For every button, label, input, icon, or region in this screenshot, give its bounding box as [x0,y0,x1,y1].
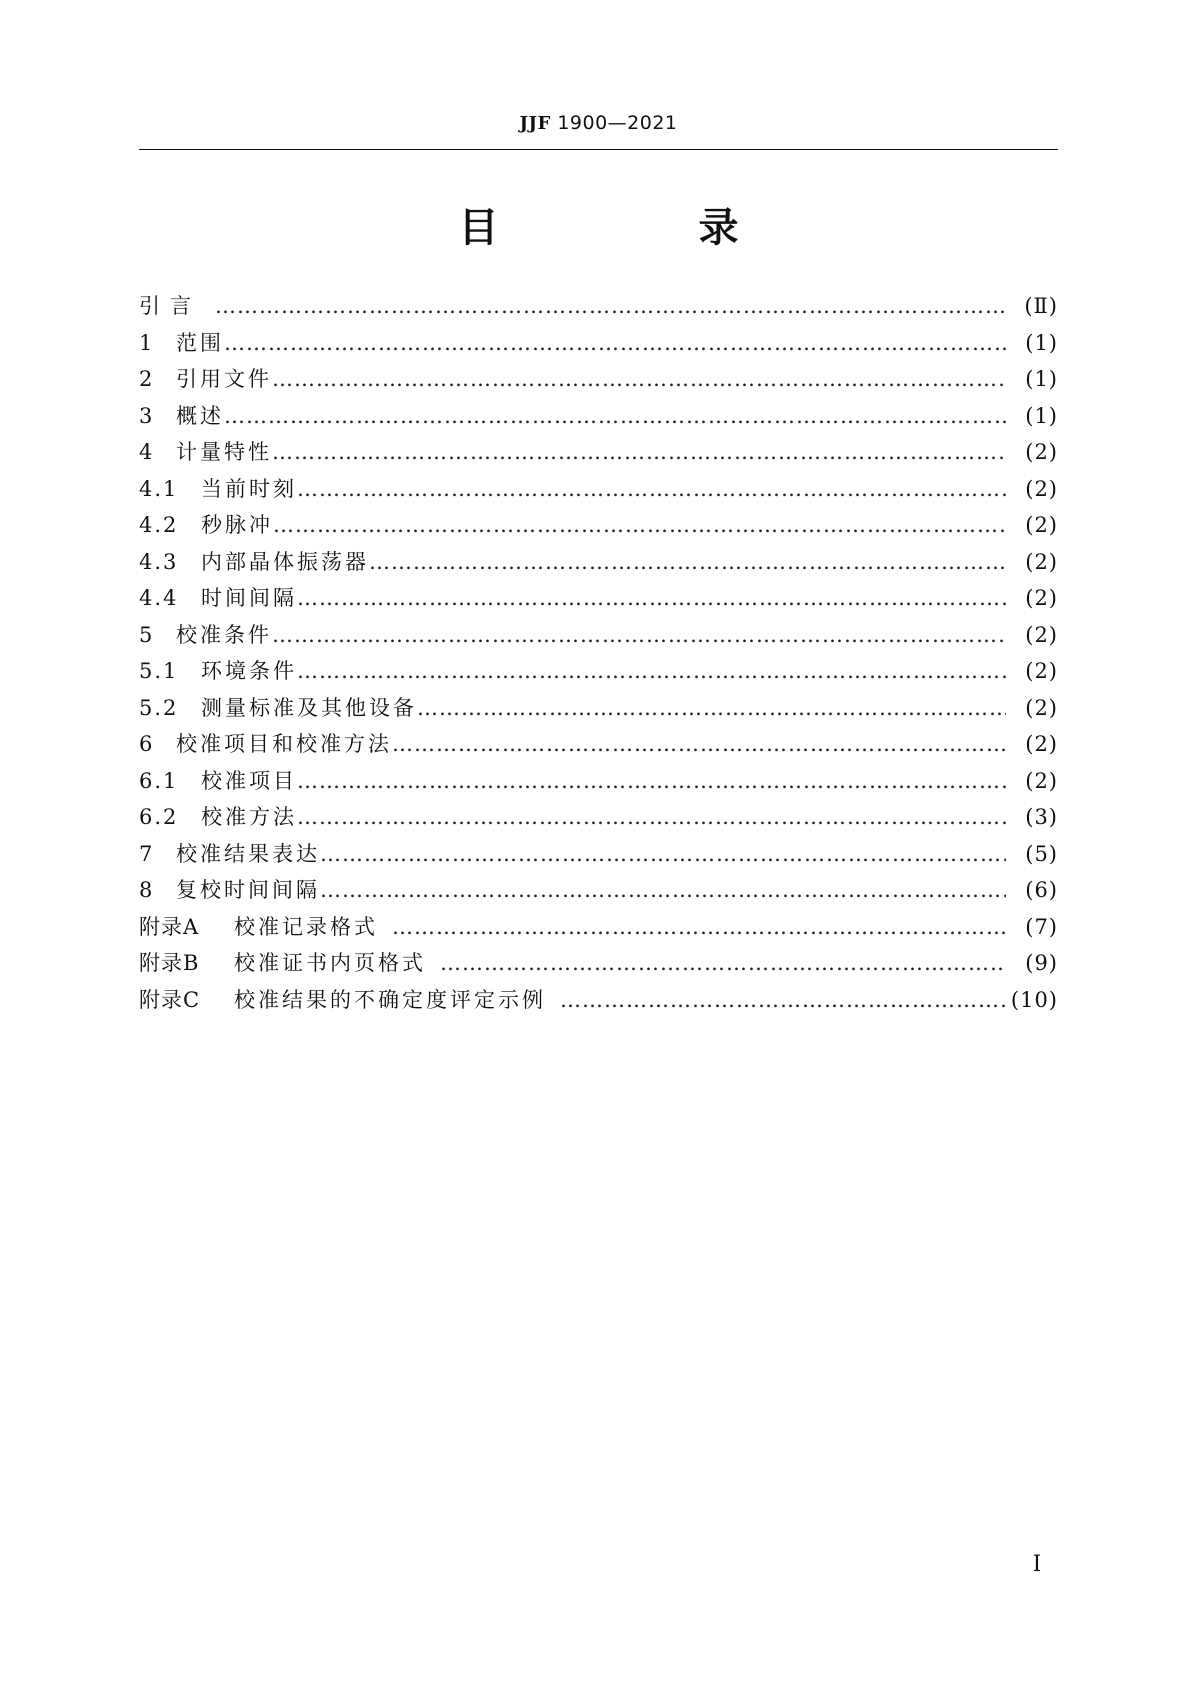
toc-dot-leader [273,507,1006,544]
page-number: Ⅰ [1032,1552,1042,1577]
toc-entry-label: 校准方法 [201,805,297,829]
toc-entry-number: 6.1 [139,768,179,793]
toc-entry-label: 环境条件 [201,659,297,683]
toc-dot-leader [272,361,1006,398]
toc-entry[interactable] [139,799,1058,836]
toc-entry-page: (2) [1025,440,1058,464]
toc-entry-page: (2) [1025,622,1058,647]
toc-entry[interactable] [139,872,1058,909]
toc-entry-label: 校准证书内页格式 [234,951,426,975]
toc-entry[interactable] [139,325,1058,362]
toc-entry-label: 计量特性 [176,440,272,464]
toc-entry-label: 时间间隔 [201,586,297,610]
running-header [139,112,1058,134]
toc-entry-number: 4 [139,440,155,464]
toc-entry-page: (1) [1025,367,1058,391]
toc-entry-label: 校准项目和校准方法 [176,732,392,756]
toc-entry-number: 6.2 [139,805,179,829]
toc-entry[interactable] [139,507,1058,544]
toc-dot-leader [417,690,1006,727]
toc-entry-number: 2 [139,367,155,391]
toc-entry-number: 3 [139,403,155,428]
toc-entry-label: 校准结果的不确定度评定示例 [234,987,546,1012]
toc-entry[interactable] [139,544,1058,581]
toc-dot-leader [272,434,1006,471]
toc-entry-page: (10) [1010,987,1058,1012]
toc-entry-page: (1) [1025,330,1058,355]
toc-dot-leader [560,982,1006,1019]
toc-entry-number: 4.1 [139,476,179,501]
toc-entry-page: (6) [1025,878,1058,902]
toc-entry-number: 5.1 [139,659,179,683]
toc-entry[interactable] [139,580,1058,617]
toc-entry-page: (2) [1025,513,1058,537]
toc-dot-leader [297,799,1006,836]
toc-entry-page: (2) [1025,476,1058,501]
toc-entry-page: (3) [1025,805,1058,829]
toc-entry[interactable] [139,471,1058,508]
toc-entry-label: 范围 [176,330,224,355]
toc-entry[interactable] [139,726,1058,763]
toc-entry-label: 校准项目 [201,768,297,793]
toc-entry-number: 7 [139,841,155,866]
toc-dot-leader [440,945,1006,982]
toc-entry-number: 5.2 [139,695,179,720]
toc-dot-leader [224,325,1006,362]
toc-entry-page: (1) [1025,403,1058,428]
toc-entry[interactable] [139,653,1058,690]
toc-dot-leader [320,872,1006,909]
toc-dot-leader [392,909,1006,946]
toc-entry-number: 4.2 [139,513,179,537]
toc-entry[interactable] [139,617,1058,654]
toc-entry-label: 秒脉冲 [201,513,273,537]
toc-entry-label: 校准条件 [176,622,272,647]
toc-entry[interactable] [139,434,1058,471]
toc-entry[interactable] [139,763,1058,800]
toc-entry[interactable] [139,690,1058,727]
standard-number: 1900—2021 [557,112,678,134]
toc-dot-leader [369,544,1006,581]
toc-dot-leader [215,288,1006,325]
toc-entry-page: (5) [1025,841,1058,866]
toc-entry-number: 4.3 [139,549,179,574]
toc-entry-page: (2) [1025,659,1058,683]
toc-entry-label: 引用文件 [176,367,272,391]
toc-dot-leader [297,471,1006,508]
toc-entry-number: 附录B [139,951,200,975]
standard-code: JJF [519,113,551,134]
toc-entry-number: 1 [139,330,155,355]
toc-entry-label: 复校时间间隔 [176,878,320,902]
toc-entry-number: 5 [139,622,155,647]
toc-entry-label: 校准结果表达 [176,841,320,866]
toc-entry-number: 4.4 [139,586,179,610]
toc-entry-page: (2) [1025,549,1058,574]
toc-entry-page: (9) [1025,951,1058,975]
toc-entry-page: (2) [1025,732,1058,756]
toc-entry-number: 附录A [139,914,200,939]
toc-entry-page: (2) [1025,695,1058,720]
header-rule [139,149,1058,150]
toc-entry[interactable] [139,909,1058,946]
toc-entry-page: (Ⅱ) [1024,294,1058,318]
toc-entry[interactable] [139,982,1058,1019]
toc-entry-label: 校准记录格式 [234,914,378,939]
toc-dot-leader [320,836,1006,873]
toc-dot-leader [297,653,1006,690]
toc-entry[interactable] [139,398,1058,435]
toc-entry-label: 当前时刻 [201,476,297,501]
toc-entry-number: 8 [139,878,155,902]
toc-entry-page: (7) [1025,914,1058,939]
toc-title: 目 录 [458,205,819,251]
toc-entry-label: 概述 [176,403,224,428]
toc-entry[interactable] [139,288,1058,325]
toc-dot-leader [297,580,1006,617]
toc-dot-leader [392,726,1006,763]
toc-entry-number: 附录C [139,987,201,1012]
toc-entry-page: (2) [1025,768,1058,793]
toc-entry[interactable] [139,361,1058,398]
toc-entry-page: (2) [1025,586,1058,610]
toc-entry-label: 引言 [139,294,201,318]
toc-entry-number: 6 [139,732,155,756]
table-of-contents [139,288,1058,1018]
toc-entry-label: 测量标准及其他设备 [201,695,417,720]
toc-entry[interactable] [139,945,1058,982]
toc-dot-leader [224,398,1006,435]
toc-entry[interactable] [139,836,1058,873]
toc-dot-leader [297,763,1006,800]
toc-dot-leader [272,617,1006,654]
toc-entry-label: 内部晶体振荡器 [201,549,369,574]
